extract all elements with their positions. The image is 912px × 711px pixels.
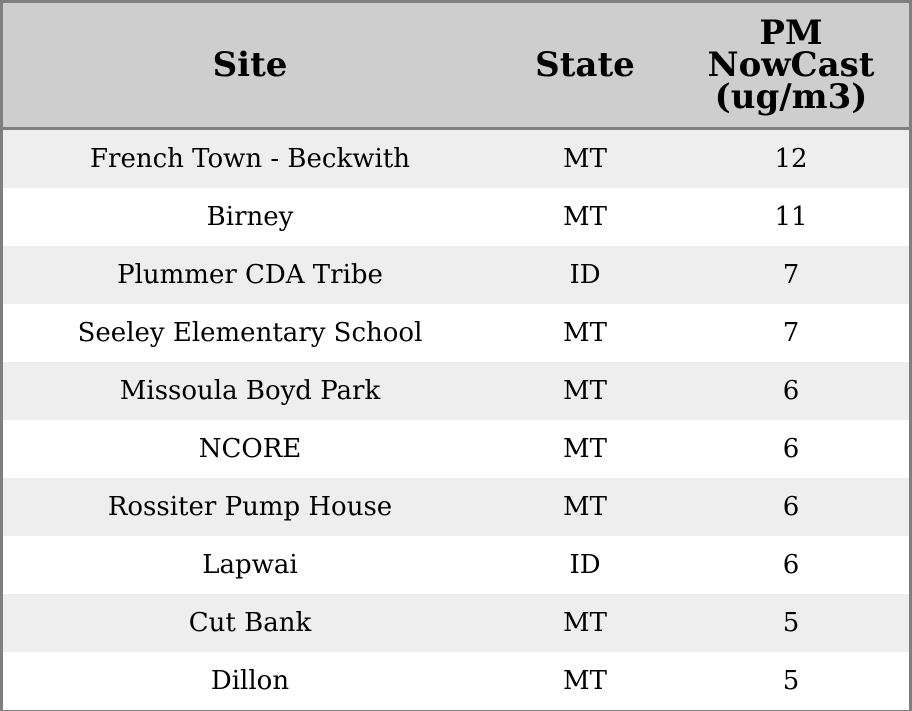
- header-state: [497, 3, 673, 129]
- header-pm-line-3: (ug/m3): [714, 77, 868, 117]
- table-row: [3, 362, 909, 420]
- cell-site: Cut Bank: [3, 594, 497, 652]
- cell-pm-nowcast: 7: [673, 246, 909, 304]
- header-pm-nowcast: [673, 3, 909, 129]
- header-pm-line-2: NowCast: [707, 45, 875, 85]
- cell-state: MT: [497, 420, 673, 478]
- cell-state: MT: [497, 304, 673, 362]
- table-row: [3, 129, 909, 189]
- table-row: [3, 420, 909, 478]
- cell-pm-nowcast: 7: [673, 304, 909, 362]
- table-row: [3, 304, 909, 362]
- cell-state: MT: [497, 652, 673, 710]
- cell-site: French Town - Beckwith: [3, 129, 497, 189]
- header-state-line: State: [535, 45, 635, 85]
- cell-pm-nowcast: 12: [673, 129, 909, 189]
- header-pm-line-1: PM: [759, 13, 823, 53]
- table-row: [3, 246, 909, 304]
- table-row: [3, 594, 909, 652]
- cell-pm-nowcast: 6: [673, 536, 909, 594]
- table-row: [3, 478, 909, 536]
- header-site: [3, 3, 497, 129]
- cell-site: Birney: [3, 188, 497, 246]
- cell-state: MT: [497, 129, 673, 189]
- table-body: [3, 129, 909, 711]
- cell-state: MT: [497, 478, 673, 536]
- table-header: [3, 3, 909, 129]
- cell-site: NCORE: [3, 420, 497, 478]
- cell-site: Rossiter Pump House: [3, 478, 497, 536]
- table-row: [3, 652, 909, 710]
- cell-pm-nowcast: 5: [673, 652, 909, 710]
- cell-pm-nowcast: 6: [673, 420, 909, 478]
- cell-pm-nowcast: 11: [673, 188, 909, 246]
- header-row: [3, 3, 909, 129]
- table-row: [3, 536, 909, 594]
- cell-site: Dillon: [3, 652, 497, 710]
- cell-site: Seeley Elementary School: [3, 304, 497, 362]
- header-site-line: Site: [212, 45, 288, 85]
- cell-state: MT: [497, 188, 673, 246]
- pm-nowcast-table: [3, 3, 909, 710]
- cell-state: MT: [497, 594, 673, 652]
- cell-state: ID: [497, 536, 673, 594]
- cell-pm-nowcast: 6: [673, 478, 909, 536]
- table-row: [3, 188, 909, 246]
- cell-site: Missoula Boyd Park: [3, 362, 497, 420]
- cell-state: ID: [497, 246, 673, 304]
- cell-site: Lapwai: [3, 536, 497, 594]
- cell-site: Plummer CDA Tribe: [3, 246, 497, 304]
- cell-state: MT: [497, 362, 673, 420]
- cell-pm-nowcast: 6: [673, 362, 909, 420]
- cell-pm-nowcast: 5: [673, 594, 909, 652]
